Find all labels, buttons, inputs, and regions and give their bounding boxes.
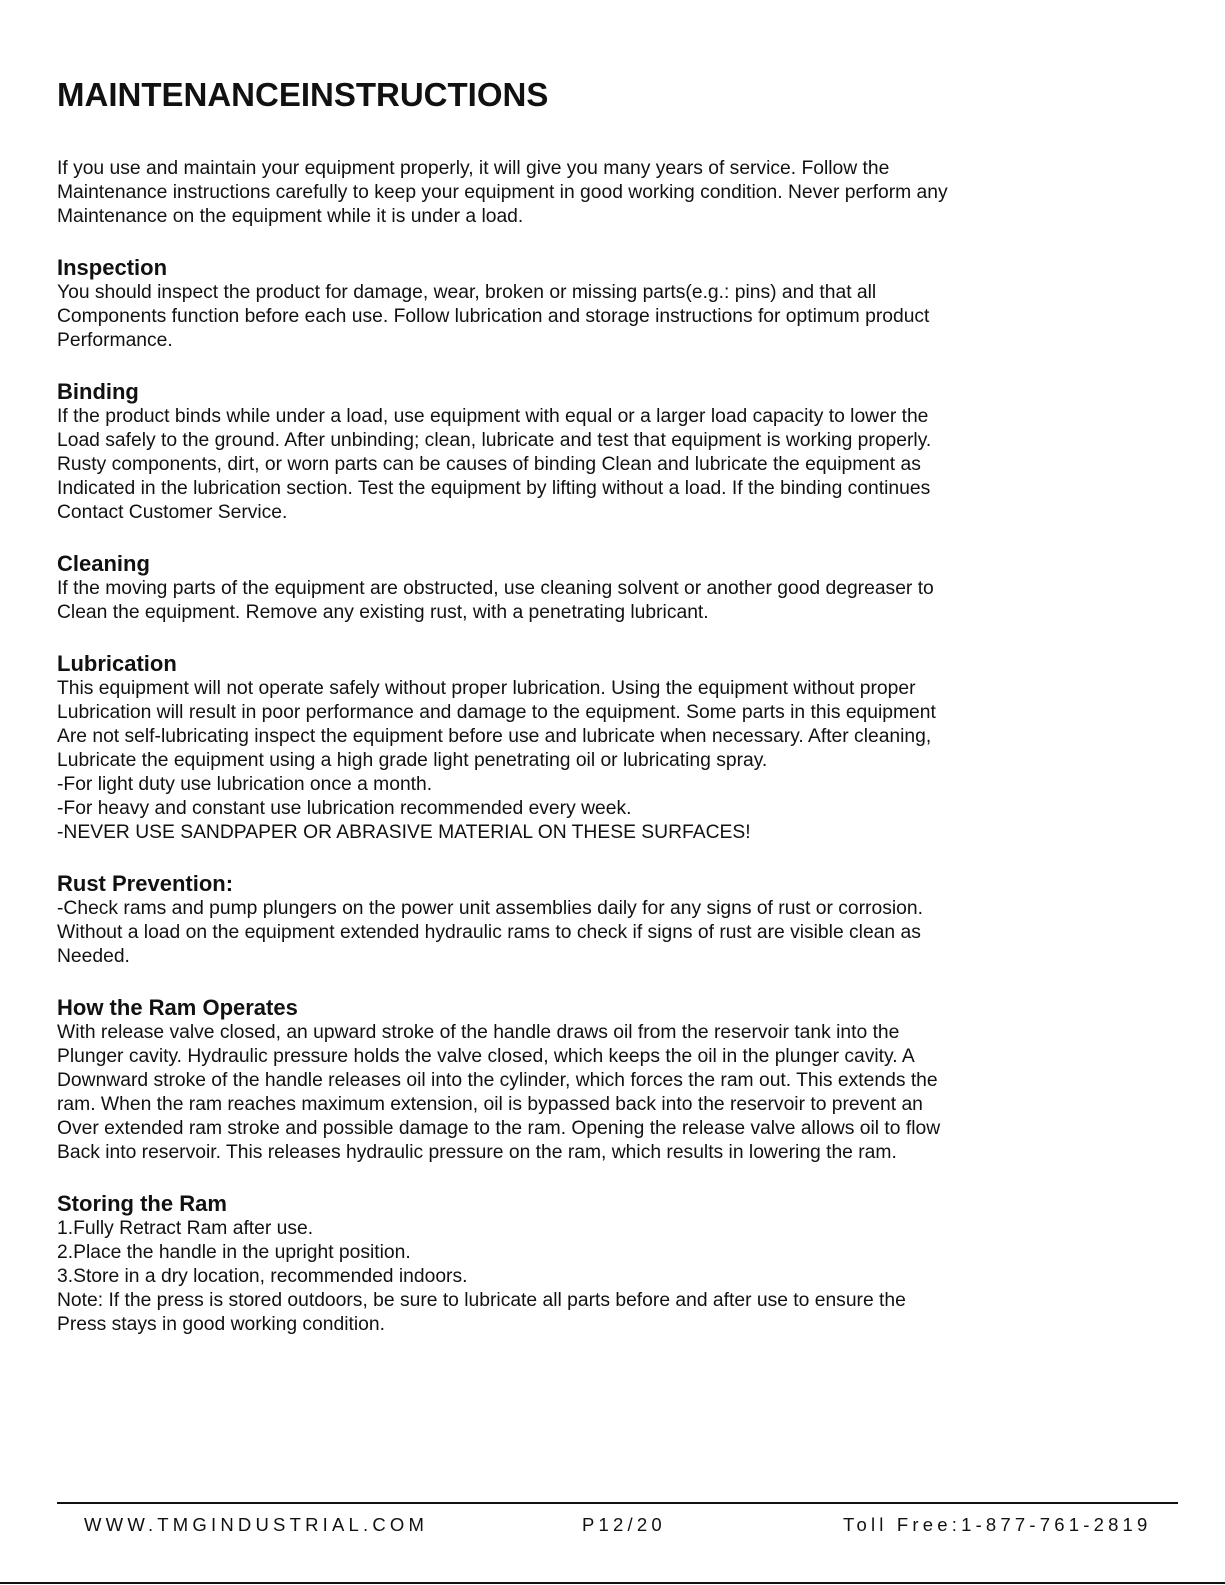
text-line: Note: If the press is stored outdoors, be sure to lubricate all parts before and after use to ensure the bbox=[57, 1290, 906, 1311]
page-bottom-divider bbox=[0, 1582, 1225, 1584]
section-paragraph bbox=[57, 405, 1057, 525]
text-line: If the product binds while under a load, use equipment with equal or a larger load capacity to lower the bbox=[57, 406, 929, 427]
text-line: Rusty components, dirt, or worn parts can be causes of binding Clean and lubricate the equipment as bbox=[57, 454, 921, 475]
section-binding bbox=[57, 379, 1057, 525]
section-paragraph bbox=[57, 897, 1057, 969]
text-line: ram. When the ram reaches maximum extension, oil is bypassed back into the reservoir to prevent an bbox=[57, 1094, 923, 1115]
text-line: With release valve closed, an upward stroke of the handle draws oil from the reservoir tank into the bbox=[57, 1022, 900, 1043]
intro-line: Maintenance on the equipment while it is under a load. bbox=[57, 206, 524, 227]
footer-phone: Toll Free:1-877-761-2819 bbox=[843, 1514, 1152, 1535]
text-line: Components function before each use. Follow lubrication and storage instructions for optimum product bbox=[57, 306, 930, 327]
text-line: Clean the equipment. Remove any existing rust, with a penetrating lubricant. bbox=[57, 602, 709, 623]
text-line: Indicated in the lubrication section. Test the equipment by lifting without a load. If the binding continues bbox=[57, 478, 931, 499]
section-paragraph bbox=[57, 577, 1057, 625]
section-heading: How the Ram Operates bbox=[57, 995, 298, 1020]
intro-line: Maintenance instructions carefully to keep your equipment in good working condition. Never perform any bbox=[57, 182, 948, 203]
document-body bbox=[57, 157, 1057, 1363]
text-line: Contact Customer Service. bbox=[57, 502, 288, 523]
text-line: Needed. bbox=[57, 946, 130, 967]
text-line: 2.Place the handle in the upright position. bbox=[57, 1242, 411, 1263]
footer-website: WWW.TMGINDUSTRIAL.COM bbox=[84, 1514, 429, 1535]
text-line: -NEVER USE SANDPAPER OR ABRASIVE MATERIAL ON THESE SURFACES! bbox=[57, 822, 751, 843]
section-inspection bbox=[57, 255, 1057, 353]
text-line: Plunger cavity. Hydraulic pressure holds the valve closed, which keeps the oil in the plunger cavity. A bbox=[57, 1046, 915, 1067]
text-line: You should inspect the product for damage, wear, broken or missing parts(e.g.: pins) and that all bbox=[57, 282, 877, 303]
section-storing-ram bbox=[57, 1191, 1057, 1337]
text-line: Press stays in good working condition. bbox=[57, 1314, 385, 1335]
text-line: Downward stroke of the handle releases oil into the cylinder, which forces the ram out. This extends the bbox=[57, 1070, 938, 1091]
section-heading: Rust Prevention: bbox=[57, 871, 234, 896]
section-heading: Inspection bbox=[57, 255, 168, 280]
text-line: If the moving parts of the equipment are obstructed, use cleaning solvent or another good degreaser to bbox=[57, 578, 934, 599]
section-paragraph bbox=[57, 677, 1057, 845]
intro-line: If you use and maintain your equipment properly, it will give you many years of service. Follow the bbox=[57, 158, 890, 179]
footer-divider bbox=[57, 1502, 1178, 1504]
text-line: This equipment will not operate safely without proper lubrication. Using the equipment without proper bbox=[57, 678, 916, 699]
text-line: 3.Store in a dry location, recommended indoors. bbox=[57, 1266, 468, 1287]
text-line: Lubricate the equipment using a high grade light penetrating oil or lubricating spray. bbox=[57, 750, 768, 771]
section-cleaning bbox=[57, 551, 1057, 625]
text-line: Performance. bbox=[57, 330, 173, 351]
text-line: Without a load on the equipment extended hydraulic rams to check if signs of rust are visible clean as bbox=[57, 922, 921, 943]
text-line: 1.Fully Retract Ram after use. bbox=[57, 1218, 314, 1239]
section-how-ram-operates bbox=[57, 995, 1057, 1165]
section-rust-prevention bbox=[57, 871, 1057, 969]
text-line: -Check rams and pump plungers on the power unit assemblies daily for any signs of rust or corrosion. bbox=[57, 898, 923, 919]
section-heading: Storing the Ram bbox=[57, 1191, 227, 1216]
section-paragraph bbox=[57, 1021, 1057, 1165]
text-line: Load safely to the ground. After unbinding; clean, lubricate and test that equipment is working properly. bbox=[57, 430, 932, 451]
section-heading: Lubrication bbox=[57, 651, 177, 676]
section-heading: Cleaning bbox=[57, 551, 150, 576]
footer-page-number: P12/20 bbox=[582, 1514, 666, 1535]
text-line: Lubrication will result in poor performance and damage to the equipment. Some parts in this equipment bbox=[57, 702, 936, 723]
page-title: MAINTENANCEINSTRUCTIONS bbox=[57, 76, 549, 113]
text-line: Are not self-lubricating inspect the equipment before use and lubricate when necessary. After cleaning, bbox=[57, 726, 932, 747]
text-line: Over extended ram stroke and possible damage to the ram. Opening the release valve allows oil to flow bbox=[57, 1118, 941, 1139]
text-line: -For light duty use lubrication once a month. bbox=[57, 774, 433, 795]
section-paragraph bbox=[57, 281, 1057, 353]
section-lubrication bbox=[57, 651, 1057, 845]
section-paragraph bbox=[57, 1217, 1057, 1337]
text-line: -For heavy and constant use lubrication recommended every week. bbox=[57, 798, 632, 819]
intro-paragraph bbox=[57, 157, 1057, 229]
text-line: Back into reservoir. This releases hydraulic pressure on the ram, which results in lowering the ram. bbox=[57, 1142, 897, 1163]
section-heading: Binding bbox=[57, 379, 139, 404]
